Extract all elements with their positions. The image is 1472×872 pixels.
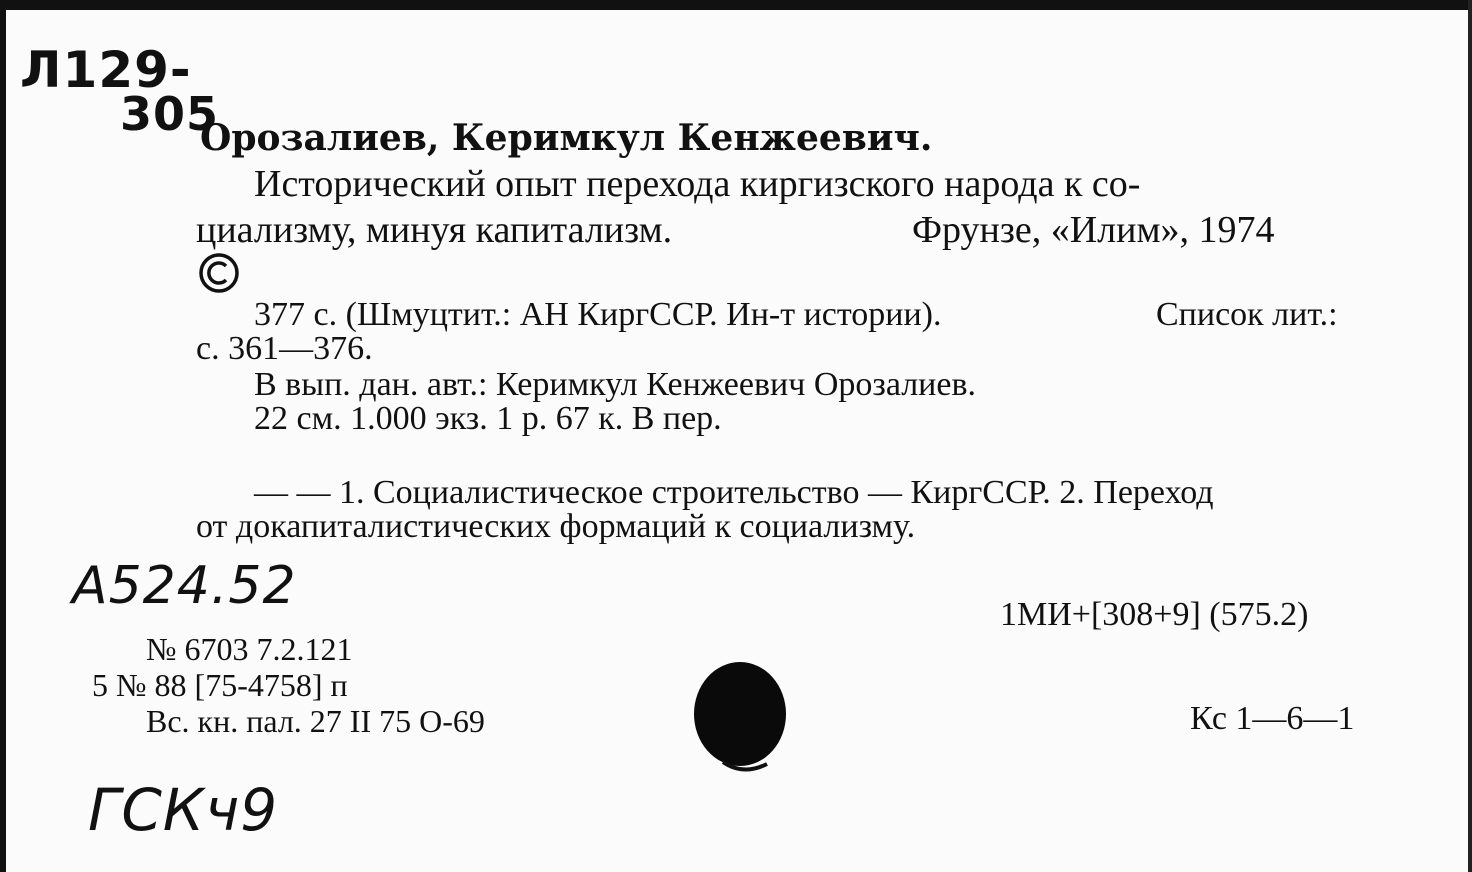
author-heading: Орозалиев, Керимкул Кенжеевич.	[200, 117, 933, 159]
order-number: 5 № 88 [75-4758] п	[92, 667, 348, 703]
registration-number: № 6703 7.2.121	[146, 631, 353, 667]
author-note: В вып. дан. авт.: Керимкул Кенжеевич Орозалиев.	[254, 366, 977, 403]
handwritten-shelf-top: Л129-	[20, 41, 192, 99]
title-line-1: Исторический опыт перехода киргизского народа к со-	[254, 163, 1141, 205]
physical-description: 22 см. 1.000 экз. 1 р. 67 к. В пер.	[254, 400, 722, 437]
title-line-2-a: циализму, минуя капитализм.	[196, 209, 673, 251]
subjects-line-1: — — 1. Социалистическое строительство — КиргССР. 2. Переход	[254, 474, 1214, 511]
card-edge-left	[0, 0, 6, 872]
udc-index: 1МИ+[308+9] (575.2)	[1000, 596, 1309, 633]
imprint: Фрунзе, «Илим», 1974	[912, 209, 1275, 251]
collation-line-1: 377 с. (Шмуцтит.: АН КиргССР. Ин-т истории).	[254, 296, 942, 333]
kc-code: Кс 1—6—1	[1190, 700, 1355, 737]
subjects-line-2: от докапиталистических формаций к социализму.	[196, 508, 916, 545]
handwritten-code: А524.52	[72, 556, 297, 616]
punch-hole	[693, 660, 789, 772]
handwritten-bottom: ГСКч9	[88, 776, 279, 844]
collation-line-2: с. 361—376.	[196, 330, 373, 367]
bibliography-label: Список лит.:	[1156, 296, 1338, 333]
copyright-icon	[198, 252, 240, 294]
card-edge-right	[1468, 0, 1472, 872]
book-chamber-line: Вс. кн. пал. 27 II 75 О-69	[146, 703, 485, 739]
handwritten-shelf-bottom: 305	[120, 87, 220, 141]
card-edge-top	[0, 0, 1472, 10]
